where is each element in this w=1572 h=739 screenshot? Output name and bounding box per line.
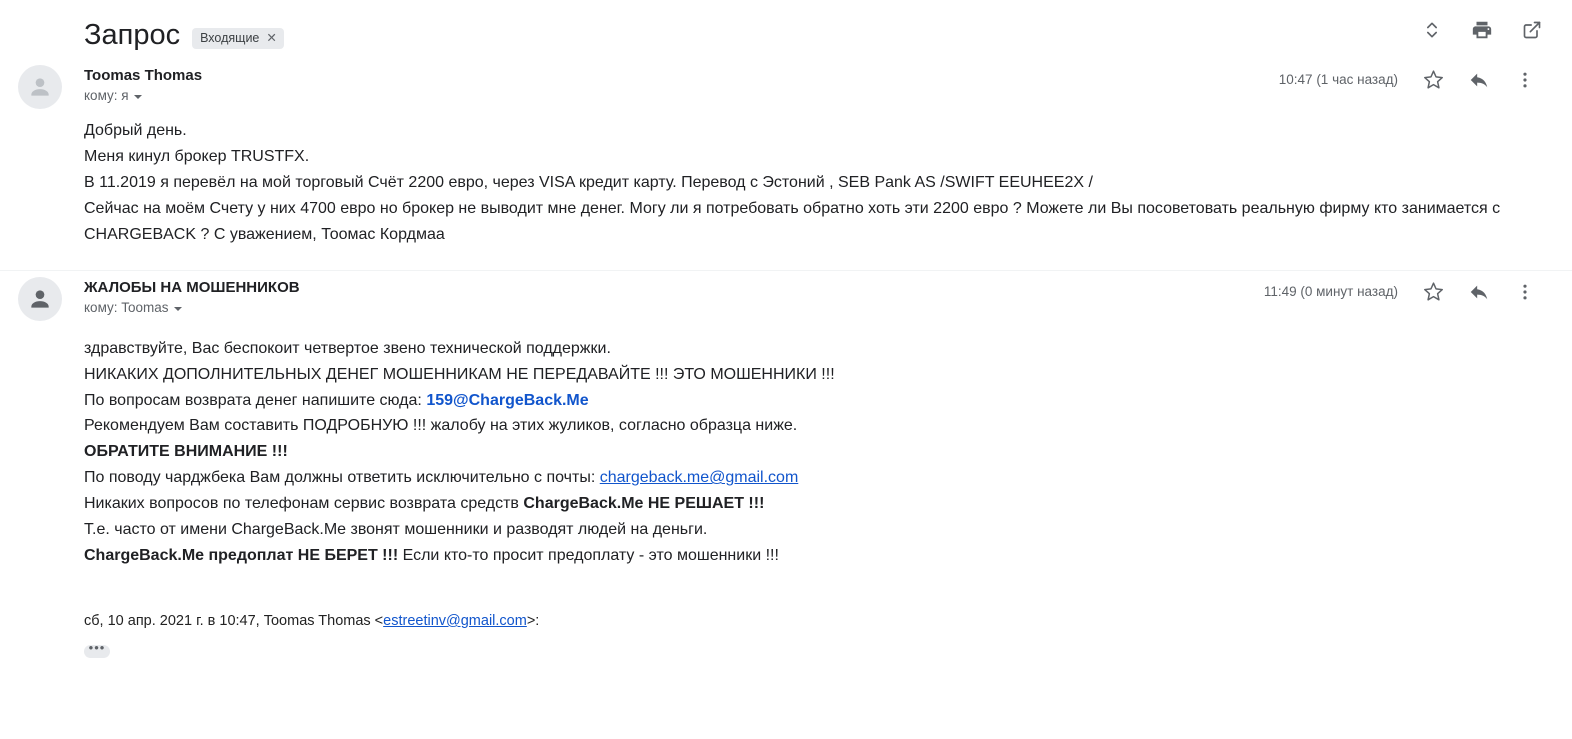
quoted-suffix: >: (526, 612, 540, 629)
avatar (18, 277, 62, 321)
body-line-text: Если кто-то просит предоплату - это мошенники !!! (398, 546, 779, 564)
more-options-icon[interactable] (1514, 69, 1536, 91)
body-line: Рекомендуем Вам составить ПОДРОБНУЮ !!! жалобу на этих жуликов, согласно образца ниже. (84, 417, 798, 435)
sender-block (84, 67, 202, 104)
recipient-row[interactable] (84, 88, 202, 104)
chevron-down-icon[interactable] (134, 95, 142, 99)
body-line: В 11.2019 я перевёл на мой торговый Счёт 2200 евро, через VISA кредит карту. Перевод с Эстоний , SEB Pank AS /SWIFT EEUHEE2X / (84, 173, 1093, 191)
subject-line (84, 18, 284, 53)
body-line-bold-head (84, 543, 1504, 569)
body-line-bold: ChargeBack.Me НЕ РЕШАЕТ !!! (523, 495, 765, 513)
label-chip-text: Входящие (200, 31, 260, 46)
print-icon[interactable] (1470, 18, 1494, 42)
quoted-header (84, 569, 1536, 643)
body-line-text: По вопросам возврата денег напишите сюда: (84, 391, 427, 409)
chargeback-email-link[interactable]: 159@ChargeBack.Me (426, 391, 589, 409)
body-line-with-link (84, 388, 1504, 414)
body-line-attention: ОБРАТИТЕ ВНИМАНИЕ !!! (84, 443, 288, 461)
timestamp: 10:47 (1 час назад) (1278, 72, 1398, 88)
sender-block (84, 279, 300, 316)
message-2-header (84, 271, 1536, 316)
label-chip-inbox[interactable] (192, 28, 284, 49)
body-line: здравствуйте, Вас беспокоит четвертое звено технической поддержки. (84, 339, 611, 357)
body-line-with-maillink (84, 465, 1504, 491)
chargeback-gmail-link[interactable]: chargeback.me@gmail.com (599, 469, 799, 487)
chevron-down-icon[interactable] (174, 307, 182, 311)
more-options-icon[interactable] (1514, 281, 1536, 303)
quoted-sender-email-link[interactable]: estreetinv@gmail.com (383, 612, 527, 629)
sender-name: Toomas Thomas (84, 66, 203, 84)
remove-label-icon[interactable]: ✕ (266, 31, 277, 46)
message-2[interactable] (0, 271, 1572, 661)
body-line-bold-tail (84, 491, 1504, 517)
show-trimmed-content-button[interactable] (84, 639, 110, 658)
body-line: Меня кинул брокер TRUSTFX. (84, 147, 310, 165)
timestamp: 11:49 (0 минут назад) (1263, 284, 1398, 300)
show-trimmed-content-label: ••• (88, 639, 106, 655)
body-line: НИКАКИХ ДОПОЛНИТЕЛЬНЫХ ДЕНЕГ МОШЕННИКАМ НЕ ПЕРЕДАВАЙТЕ !!! ЭТО МОШЕННИКИ !!! (84, 365, 835, 383)
header-actions (1420, 18, 1544, 42)
expand-collapse-icon[interactable] (1420, 18, 1444, 42)
star-icon[interactable] (1422, 281, 1444, 303)
reply-icon[interactable] (1468, 281, 1490, 303)
body-line: Т.е. часто от имени ChargeBack.Me звонят мошенники и разводят людей на деньги. (84, 521, 708, 539)
quoted-prefix: сб, 10 апр. 2021 г. в 10:47, Toomas Thomas < (84, 612, 384, 629)
recipient-label: кому: я (84, 87, 129, 103)
recipient-label: кому: Toomas (84, 299, 169, 315)
avatar (18, 65, 62, 109)
message-1-body (84, 104, 1504, 248)
message-1-meta (1279, 67, 1536, 91)
body-line-text: Никаких вопросов по телефонам сервис возврата средств (84, 495, 524, 513)
recipient-row[interactable] (84, 300, 300, 316)
body-line: Добрый день. (84, 121, 187, 139)
body-line: Сейчас на моём Счету у них 4700 евро но брокер не выводит мне денег. Могу ли я потребовать обратно хоть эти 2200 евро ? Можете ли Вы посоветовать реальную фирму кто занимается с CHARGEBACK ? С уважением, Тоомас Кордмаа (84, 199, 1501, 243)
body-line-text: По поводу чарджбека Вам должны ответить исключительно с почты: (84, 469, 600, 487)
message-1-header (84, 59, 1536, 104)
reply-icon[interactable] (1468, 69, 1490, 91)
open-in-new-window-icon[interactable] (1520, 18, 1544, 42)
page-title: Запрос (84, 19, 181, 51)
message-2-body (84, 316, 1504, 569)
star-icon[interactable] (1422, 69, 1444, 91)
message-2-meta (1264, 279, 1536, 303)
sender-name: ЖАЛОБЫ НА МОШЕННИКОВ (84, 278, 300, 296)
body-line-bold: ChargeBack.Me предоплат НЕ БЕРЕТ !!! (84, 546, 399, 564)
message-1[interactable] (0, 59, 1572, 248)
thread-header (0, 0, 1572, 59)
